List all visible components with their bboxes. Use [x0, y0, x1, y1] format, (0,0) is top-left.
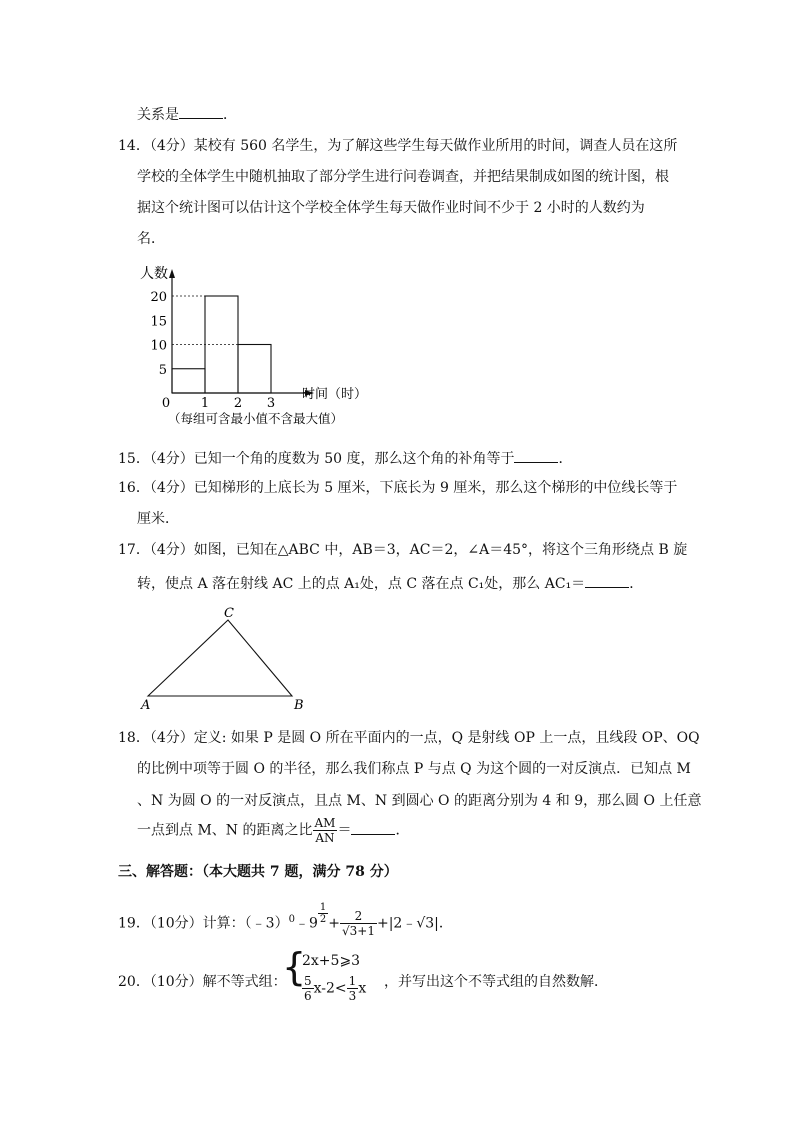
answer-blank — [514, 448, 558, 463]
q19-line — [118, 902, 453, 942]
q14-line2: 学校的全体学生中随机抽取了部分学生进行问卷调查，并把结果制成如图的统计图，根 — [137, 169, 669, 185]
q19-number: 19． — [118, 915, 150, 932]
histogram-bar — [172, 369, 205, 393]
q14-text-1: 某校有 560 名学生，为了解这些学生每天做作业所用的时间，调查人员在这所 — [193, 138, 678, 154]
ineq2-fraction-b — [347, 974, 359, 1003]
q15-text: 已知一个角的度数为 50 度，那么这个角的补角等于 — [193, 451, 515, 467]
q16-number: 16． — [118, 480, 150, 496]
q18-line1 — [118, 729, 700, 747]
fraction-numerator: 2 — [340, 909, 377, 924]
q16-text-1: 已知梯形的上底长为 5 厘米，下底长为 9 厘米，那么这个梯形的中位线长等于 — [193, 480, 678, 496]
q14-number: 14． — [118, 138, 150, 154]
q14-line4: 名． — [137, 231, 165, 247]
equals-sign: ＝ — [337, 822, 352, 839]
q14-line3: 据这个统计图可以估计这个学校全体学生每天做作业时间不少于 2 小时的人数约为 — [137, 200, 645, 216]
q13-tail-end: ． — [223, 107, 237, 123]
x-tick-label: 1 — [200, 396, 210, 411]
ineq2-fraction-a — [302, 974, 314, 1003]
fraction-denominator: 3 — [348, 989, 357, 1003]
triangle-abc — [148, 620, 292, 696]
q17-number: 17． — [118, 542, 150, 558]
y-tick-label: 10 — [150, 338, 167, 354]
vertex-a-label: A — [141, 698, 151, 713]
q19-fraction — [340, 909, 377, 938]
fraction-denominator: 6 — [304, 989, 312, 1003]
q18-number: 18． — [118, 730, 150, 746]
fraction-numerator: 5 — [304, 974, 312, 988]
q17-score: （4分） — [149, 542, 194, 558]
vertex-b-label: B — [294, 698, 304, 713]
y-axis-arrow — [169, 269, 175, 278]
q15-score: （4分） — [149, 451, 194, 467]
inequality-2 — [302, 974, 366, 1003]
ineq2-middle: x-2< — [313, 980, 347, 997]
q19-exponent-half — [318, 902, 328, 925]
ratio-fraction — [313, 816, 338, 845]
q18-score: （4分） — [149, 730, 194, 746]
q19-score: （10分） — [149, 915, 203, 932]
fraction-denominator: √3+1 — [341, 924, 375, 939]
q19-minus-nine: ﹣9 — [294, 915, 318, 932]
x-tick-label: 2 — [233, 396, 243, 411]
q13-tail-text: 关系是 — [137, 107, 179, 123]
q18-text-1: 定义: 如果 P 是圆 O 所在平面内的一点，Q 是射线 OP 上一点，且线段 OP、OQ — [193, 730, 700, 746]
q14-score: （4分） — [149, 138, 194, 154]
y-tick-label: 15 — [150, 314, 167, 330]
q18-line4 — [137, 816, 409, 845]
histogram-bar — [238, 345, 271, 394]
q15-end: ． — [558, 451, 573, 467]
q17-line1 — [118, 541, 687, 559]
q19-prefix: 计算： — [202, 915, 245, 932]
q17-text-2: 转，使点 A 落在射线 AC 上的点 A₁处，点 C 落在点 C₁处，那么 AC₁＝ — [137, 576, 586, 592]
q16-line1 — [118, 479, 677, 497]
chart-note: （每组可含最小值不含最大值） — [168, 411, 344, 426]
q20-label — [118, 973, 287, 991]
q19-exponent-0: 0 — [288, 914, 295, 925]
inequality-1: 2x+5⩾3 — [302, 953, 361, 969]
q15-line — [118, 448, 572, 468]
y-tick-label: 20 — [150, 290, 167, 305]
q16-line2: 厘米． — [137, 511, 179, 527]
q20-suffix: ，并写出这个不等式组的自然数解． — [384, 974, 608, 990]
q14-line1 — [118, 137, 677, 155]
q19-base: （﹣3） — [244, 915, 289, 932]
q20-number: 20． — [118, 974, 150, 990]
x-axis-label: 时间（时） — [302, 387, 368, 402]
histogram-chart — [130, 262, 370, 430]
q20-prefix: 解不等式组： — [202, 974, 287, 990]
q19-plus: + — [328, 915, 340, 932]
fraction-denominator: AN — [315, 831, 335, 845]
x-tick-label: 0 — [161, 396, 171, 411]
answer-blank — [351, 820, 395, 835]
vertex-c-label: C — [224, 606, 234, 621]
system-brace: { — [282, 945, 307, 989]
q17-end: ． — [629, 576, 644, 592]
q19-abs-term: +|2﹣√3|． — [376, 915, 453, 932]
fraction-numerator: AM — [314, 816, 336, 830]
answer-blank — [179, 104, 223, 119]
answer-blank — [585, 573, 629, 588]
y-axis-label: 人数 — [140, 266, 168, 282]
q20-score: （10分） — [149, 974, 203, 990]
q16-score: （4分） — [149, 480, 194, 496]
exp-denominator: 2 — [319, 914, 327, 925]
x-tick-label: 3 — [266, 396, 276, 411]
q17-line2 — [137, 573, 643, 593]
q18-line2: 的比例中项等于圆 O 的半径，那么我们称点 P 与点 Q 为这个圆的一对反演点．已知点 M — [137, 761, 691, 777]
triangle-figure — [138, 604, 314, 714]
q18-line3: 、N 为圆 O 的一对反演点，且点 M、N 到圆心 O 的距离分别为 4 和 9，那么圆 O 上任意 — [137, 793, 702, 809]
exp-numerator: 1 — [319, 902, 327, 913]
ineq2-end: x — [358, 980, 367, 997]
q13-tail — [137, 104, 237, 124]
section-3-heading: 三、解答题：（本大题共 7 题，满分 78 分） — [118, 864, 398, 880]
q18-text-4: 一点到点 M、N 的距离之比 — [137, 822, 313, 839]
q18-end: ． — [395, 822, 410, 839]
fraction-numerator: 1 — [348, 974, 357, 988]
q17-text-1: 如图，已知在△ABC 中，AB＝3，AC＝2，∠A＝45°，将这个三角形绕点 B 旋 — [193, 542, 688, 558]
y-tick-label: 5 — [158, 362, 167, 378]
q15-number: 15． — [118, 451, 150, 467]
